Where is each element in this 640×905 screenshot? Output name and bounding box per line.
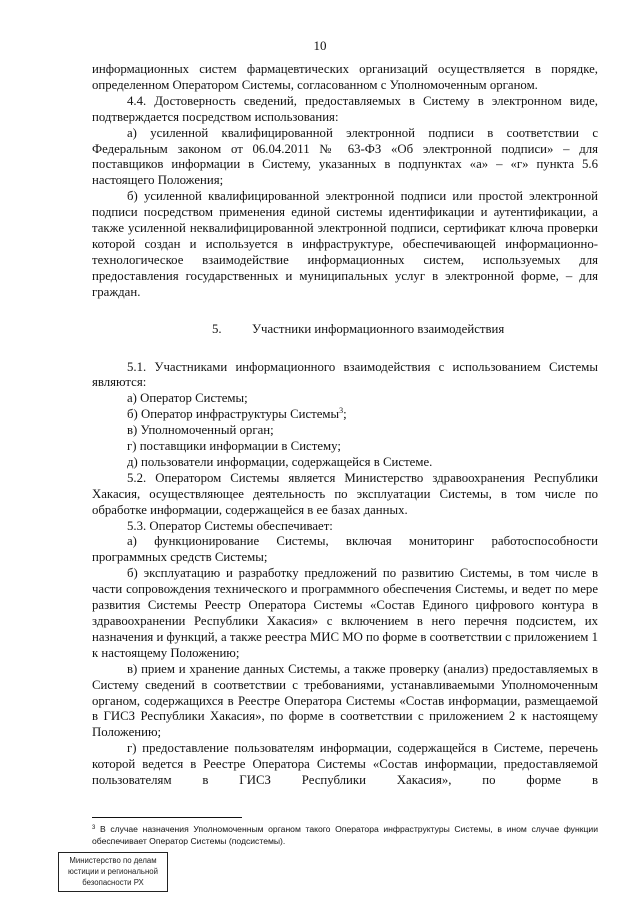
list-item-a: а) Оператор Системы;: [127, 391, 248, 406]
paragraph-4-4-b: б) усиленной квалифицированной электронной подписи или простой электронной подписи посредством применения единой системы идентификации и аутентификации, а также усиленной неквалифицированной электронной подписи, сертификат ключа проверки которой создан и используется в инфраструктуре, обеспечивающей информационно-технологическое взаимодействие информационных систем, используемых для предоставления государственных и муниципальных услуг в электронной форме, – для граждан.: [92, 189, 598, 299]
paragraph-5-1: 5.1. Участниками информационного взаимодействия с использованием Системы являются:: [92, 359, 598, 390]
section-number: 5.: [212, 321, 222, 336]
paragraph-5-3-v: в) прием и хранение данных Системы, а также проверку (анализ) предоставляемых в Систему сведений в соответствии с требованиями, устанавливаемыми Уполномоченным органом, содержащихся в Реестре Оператора Системы «Состав информации, размещаемой в ГИСЗ Республики Хакасия», по форме в соответствии с приложением 2 к настоящему Положению;: [92, 661, 598, 740]
registration-stamp: [58, 852, 168, 892]
document-body: [92, 62, 598, 789]
section-heading: [92, 322, 598, 338]
paragraph-4-4-a: а) усиленной квалифицированной электронной подписи в соответствии с Федеральным законом от 06.04.2011 № 63-ФЗ «Об электронной подписи» – для поставщиков информации в Систему, указанных в подпунктах «а» – «г» пункта 5.6 настоящего Положения;: [92, 125, 598, 188]
list-item-d: г) поставщики информации в Систему;: [127, 439, 341, 454]
section-title: Участники информационного взаимодействия: [252, 321, 505, 336]
footnote-reference: 3: [339, 406, 344, 416]
stamp-line-3: безопасности РХ: [82, 878, 144, 887]
footnote-divider: [92, 817, 242, 818]
list-item-b-text: б) Оператор инфраструктуры Системы: [127, 407, 340, 422]
list-item-c: в) Уполномоченный орган;: [127, 423, 274, 438]
paragraph-4-4: 4.4. Достоверность сведений, предоставляемых в Систему в электронном виде, подтверждается посредством использования:: [92, 93, 598, 124]
footnote: [92, 823, 598, 847]
paragraph-5-3-a: а) функционирование Системы, включая мониторинг работоспособности программных средств Системы;: [92, 534, 598, 565]
footnote-mark: 3: [92, 825, 96, 831]
paragraph-5-3-b: б) эксплуатацию и разработку предложений по развитию Системы, в том числе в части сопровождения технического и программного обеспечения Системы, и ведет по мере развития Системы Реестр Оператора Системы «Состав Единого цифрового контура в здравоохранении Республики Хакасия» с включением в него перечня подсистем, их назначения и функций, а также реестра МИС МО по форме в соответствии с приложением 1 к настоящему Положению;: [92, 566, 598, 660]
list-item-b-end: ;: [343, 407, 347, 422]
stamp-line-2: юстиции и региональной: [68, 867, 158, 876]
page-number: 10: [313, 38, 327, 53]
paragraph-continuation: информационных систем фармацевтических организаций осуществляется в порядке, определенном Оператором Системы, согласованном с Уполномоченным органом.: [92, 62, 598, 92]
list-item-b: [92, 407, 598, 423]
stamp-line-1: Министерство по делам: [69, 856, 157, 865]
list-item-e: д) пользователи информации, содержащейся в Системе.: [127, 454, 433, 469]
paragraph-5-3-g: г) предоставление пользователям информации, содержащейся в Системе, перечень которой ведется в Реестре Оператора Системы «Состав информации, предоставляемой пользователям в ГИСЗ Республики Хакасия», по форме в: [92, 741, 598, 788]
paragraph-5-2: 5.2. Оператором Системы является Министерство здравоохранения Республики Хакасия, осуществляющее деятельность по эксплуатации Системы, в том числе по обработке информации, содержащейся в ее базах данных.: [92, 470, 598, 517]
paragraph-5-3: 5.3. Оператор Системы обеспечивает:: [127, 518, 333, 533]
footnote-text: В случае назначения Уполномоченным органом такого Оператора инфраструктуры Системы, в ином случае функции обеспечивает Оператор Системы (подсистемы).: [92, 824, 599, 846]
